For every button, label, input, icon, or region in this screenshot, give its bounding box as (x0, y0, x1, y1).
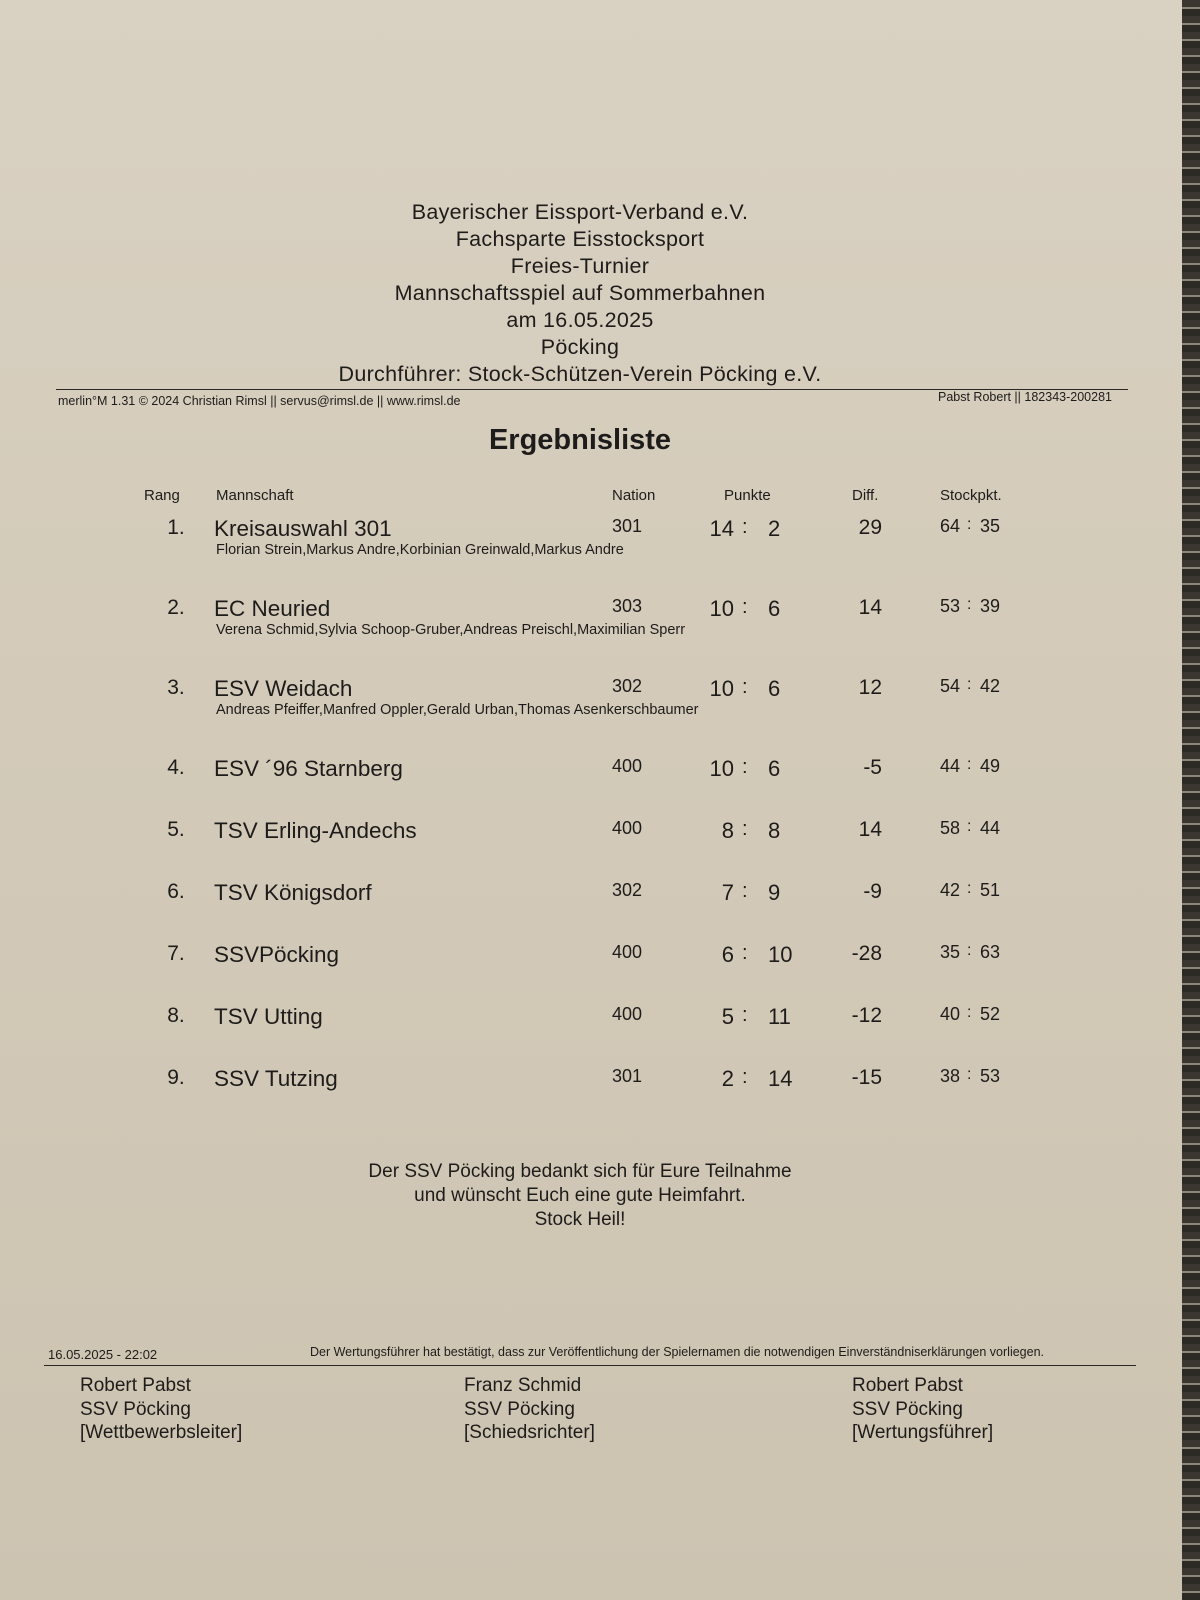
stock-points-for: 54 (939, 676, 960, 696)
points-lost: 2 (768, 516, 781, 541)
points-separator: : (742, 1066, 748, 1088)
stock-separator: : (967, 596, 972, 613)
team-name: Kreisauswahl 301 (214, 516, 392, 541)
points-won: 5 (721, 1004, 734, 1029)
closing-line: Stock Heil! (534, 1209, 626, 1230)
nation: 301 (612, 516, 643, 536)
table-row (0, 880, 1160, 940)
stock-separator: : (967, 1066, 972, 1083)
points-lost: 11 (768, 1004, 791, 1029)
nation: 400 (612, 818, 643, 838)
closing-line: und wünscht Euch eine gute Heimfahrt. (414, 1185, 746, 1206)
points-separator: : (742, 676, 748, 698)
stock-points-against: 35 (980, 516, 1001, 536)
stock-points-for: 58 (939, 818, 960, 838)
nation: 302 (612, 880, 643, 900)
table-row (0, 1004, 1160, 1064)
signer-club: SSV Pöcking (464, 1398, 575, 1420)
stock-points-against: 42 (980, 676, 1001, 696)
rank: 6. (167, 880, 185, 903)
team-name: ESV ´96 Starnberg (214, 756, 403, 781)
rank: 4. (167, 756, 185, 779)
signer-name: Robert Pabst (852, 1375, 963, 1396)
points-separator: : (742, 818, 748, 840)
points-lost: 10 (768, 942, 793, 967)
signer-club: SSV Pöcking (852, 1398, 963, 1420)
points-won: 7 (721, 880, 734, 905)
difference: -5 (863, 756, 882, 779)
table-row (0, 596, 1160, 656)
nation: 302 (612, 676, 643, 696)
points-separator: : (742, 880, 748, 902)
difference: 14 (858, 818, 882, 841)
points-separator: : (742, 596, 748, 618)
points-separator: : (742, 756, 748, 778)
difference: -12 (851, 1004, 882, 1027)
signer-name: Franz Schmid (464, 1375, 582, 1396)
col-rank: Rang (144, 487, 180, 504)
difference: -15 (851, 1066, 882, 1089)
team-name: SSVPöcking (214, 942, 340, 967)
rank: 5. (167, 818, 185, 841)
team-name: TSV Königsdorf (214, 880, 372, 905)
col-nation: Nation (612, 487, 656, 504)
signer-role: [Wettbewerbsleiter] (80, 1422, 243, 1443)
team-name: TSV Erling-Andechs (214, 818, 417, 843)
points-won: 6 (721, 942, 734, 967)
discipline-line: Mannschaftsspiel auf Sommerbahnen (394, 281, 766, 305)
points-lost: 6 (768, 676, 781, 701)
signer-role: [Wertungsführer] (852, 1422, 994, 1443)
table-row (0, 756, 1160, 816)
points-won: 10 (709, 596, 734, 621)
location-line: Pöcking (540, 335, 620, 359)
stock-points-for: 44 (939, 756, 960, 776)
col-team: Mannschaft (216, 487, 294, 504)
stock-points-against: 53 (980, 1066, 1001, 1086)
stock-points-for: 40 (939, 1004, 960, 1024)
stock-points-for: 35 (939, 942, 960, 962)
footer-rule (44, 1365, 1136, 1366)
stock-separator: : (967, 942, 972, 959)
date-line: am 16.05.2025 (506, 308, 654, 332)
difference: 29 (858, 516, 882, 539)
difference: -28 (851, 942, 882, 965)
stock-separator: : (967, 818, 972, 835)
stock-separator: : (967, 676, 972, 693)
table-row (0, 818, 1160, 878)
points-won: 2 (721, 1066, 734, 1091)
federation-line: Bayerischer Eissport-Verband e.V. (411, 200, 749, 224)
difference: -9 (863, 880, 882, 903)
nation: 301 (612, 1066, 643, 1086)
stock-points-against: 39 (980, 596, 1001, 616)
closing-line: Der SSV Pöcking bedankt sich für Eure Teilnahme (368, 1161, 792, 1182)
nation: 400 (612, 1004, 643, 1024)
player-names: Verena Schmid,Sylvia Schoop-Gruber,Andreas Preischl,Maximilian Sperr (216, 622, 686, 638)
team-name: SSV Tutzing (214, 1066, 338, 1091)
table-row (0, 942, 1160, 1002)
signature-block (80, 1374, 242, 1445)
rank: 9. (167, 1066, 185, 1089)
difference: 12 (858, 676, 882, 699)
points-separator: : (742, 1004, 748, 1026)
stock-points-for: 42 (939, 880, 960, 900)
organizer-line: Durchführer: Stock-Schützen-Verein Pöcking e.V. (338, 362, 822, 386)
rank: 1. (167, 516, 185, 539)
rank: 7. (167, 942, 185, 965)
closing-message (0, 1160, 1160, 1232)
signer-name: Robert Pabst (80, 1375, 191, 1396)
table-row (0, 516, 1160, 576)
table-row (0, 1066, 1160, 1126)
col-diff: Diff. (852, 487, 879, 504)
stock-points-for: 38 (939, 1066, 960, 1086)
stock-separator: : (967, 880, 972, 897)
stock-points-against: 52 (980, 1004, 1001, 1024)
print-timestamp: 16.05.2025 - 22:02 (48, 1347, 158, 1362)
team-name: ESV Weidach (214, 676, 353, 701)
signer-club: SSV Pöcking (80, 1398, 191, 1420)
stock-separator: : (967, 516, 972, 533)
col-stock: Stockpkt. (940, 487, 1002, 504)
difference: 14 (858, 596, 882, 619)
stock-separator: : (967, 1004, 972, 1021)
points-lost: 14 (768, 1066, 793, 1091)
rank: 8. (167, 1004, 185, 1027)
software-credit: merlin°M 1.31 © 2024 Christian Rimsl || servus@rimsl.de || www.rimsl.de (58, 394, 461, 408)
consent-note: Der Wertungsführer hat bestätigt, dass zur Veröffentlichung der Spielernamen die notwendigen Einverständniserklärungen vorliegen. (310, 1345, 1045, 1359)
stock-points-against: 51 (980, 880, 1001, 900)
col-points: Punkte (724, 487, 771, 504)
signature-block (464, 1374, 595, 1445)
points-lost: 9 (768, 880, 781, 905)
rank: 3. (167, 676, 185, 699)
points-lost: 6 (768, 756, 781, 781)
signer-role: [Schiedsrichter] (464, 1422, 595, 1443)
points-won: 8 (721, 818, 734, 843)
stock-points-for: 53 (939, 596, 960, 616)
page-title: Ergebnisliste (488, 424, 672, 456)
stock-separator: : (967, 756, 972, 773)
stock-points-against: 63 (980, 942, 1001, 962)
license-info: Pabst Robert || 182343-200281 (938, 390, 1112, 404)
stock-points-for: 64 (939, 516, 960, 536)
signature-block (852, 1374, 993, 1445)
table-surface-edge (1182, 0, 1200, 1600)
stock-points-against: 44 (980, 818, 1001, 838)
tournament-line: Freies-Turnier (510, 254, 650, 278)
points-won: 10 (709, 676, 734, 701)
team-name: TSV Utting (214, 1004, 323, 1029)
team-name: EC Neuried (214, 596, 331, 621)
nation: 303 (612, 596, 643, 616)
rank: 2. (167, 596, 185, 619)
stock-points-against: 49 (980, 756, 1001, 776)
points-lost: 6 (768, 596, 781, 621)
player-names: Andreas Pfeiffer,Manfred Oppler,Gerald Urban,Thomas Asenkerschbaumer (216, 702, 699, 718)
division-line: Fachsparte Eisstocksport (455, 227, 705, 251)
points-won: 14 (709, 516, 734, 541)
points-separator: : (742, 516, 748, 538)
player-names: Florian Strein,Markus Andre,Korbinian Greinwald,Markus Andre (216, 542, 624, 558)
points-lost: 8 (768, 818, 781, 843)
points-separator: : (742, 942, 748, 964)
nation: 400 (612, 942, 643, 962)
table-row (0, 676, 1160, 736)
nation: 400 (612, 756, 643, 776)
points-won: 10 (709, 756, 734, 781)
